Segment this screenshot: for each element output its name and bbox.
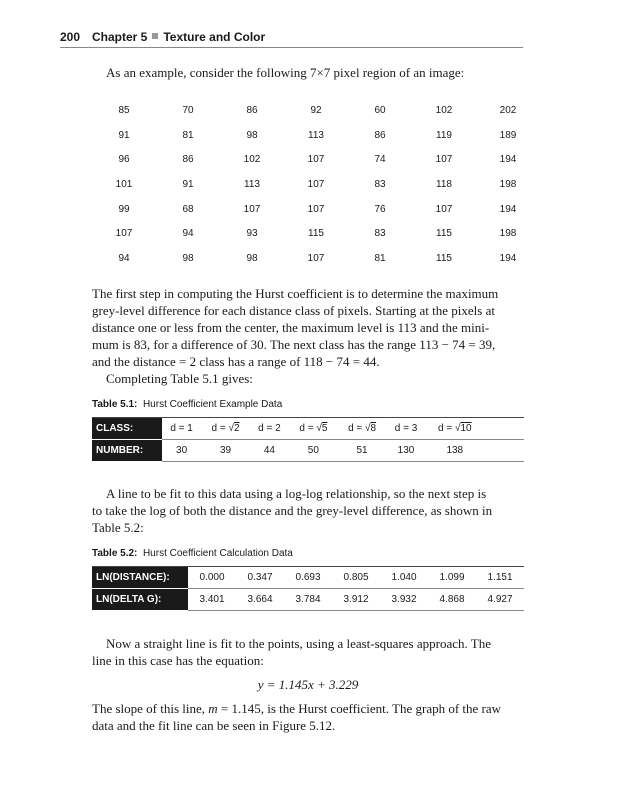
pixel-cell: 94 <box>118 252 130 264</box>
paragraph-least-squares <box>92 635 524 669</box>
intro-text: As an example, consider the following 7×7 pixel region of an image: <box>106 65 465 80</box>
number-cell: 138 <box>426 440 484 462</box>
pixel-cell: 70 <box>182 104 194 116</box>
ln-delta-g-cell: 3.912 <box>332 589 380 611</box>
pixel-cell: 198 <box>499 178 517 190</box>
pixel-cell: 83 <box>374 228 386 240</box>
slope-variable: m <box>208 701 218 716</box>
slope-suffix: = 1.145, is the Hurst coefficient. The graph of the raw <box>217 701 502 716</box>
pixel-cell: 194 <box>499 203 517 215</box>
ln-delta-g-cell: 3.401 <box>188 589 236 611</box>
ln-distance-cell: 0.347 <box>236 567 284 589</box>
pixel-cell: 60 <box>374 104 386 116</box>
ln-delta-g-cell: 4.927 <box>476 589 524 611</box>
pixel-cell: 93 <box>246 228 258 240</box>
pixel-cell: 194 <box>499 252 517 264</box>
pixel-cell: 107 <box>115 228 133 240</box>
pixel-cell: 86 <box>374 129 386 141</box>
paragraph-log-log <box>92 485 524 536</box>
pixel-cell: 85 <box>118 104 130 116</box>
number-cell: 39 <box>201 440 250 462</box>
table2-caption <box>92 548 293 559</box>
pixel-cell: 107 <box>243 203 261 215</box>
pixel-cell: 91 <box>182 178 194 190</box>
paragraph-line: line in this case has the equation: <box>92 653 264 668</box>
pixel-row <box>92 123 540 148</box>
class-cell: d = √10 <box>426 418 484 440</box>
paragraph-line: The first step in computing the Hurst coefficient is to determine the maximum <box>92 286 499 301</box>
pixel-grid <box>92 98 540 271</box>
pixel-cell: 81 <box>374 252 386 264</box>
pixel-cell: 194 <box>499 154 517 166</box>
ln-distance-cell: 1.151 <box>476 567 524 589</box>
pixel-cell: 92 <box>310 104 322 116</box>
table1-class-header: CLASS: <box>92 418 162 440</box>
pixel-cell: 198 <box>499 228 517 240</box>
paragraph-text: Now a straight line is fit to the points, using a least-squares approach. The <box>106 636 491 651</box>
paragraph-text: A line to be fit to this data using a log-log relationship, so the next step is <box>106 486 487 501</box>
ln-distance-cell: 0.693 <box>284 567 332 589</box>
class-cell: d = 2 <box>250 418 289 440</box>
section-name: Texture and Color <box>163 30 266 44</box>
ln-delta-g-cell: 3.784 <box>284 589 332 611</box>
table1-caption <box>92 399 282 410</box>
pixel-row <box>92 197 540 222</box>
fit-equation: y = 1.145x + 3.229 <box>257 677 359 692</box>
pixel-cell: 101 <box>115 178 133 190</box>
paragraph-line: to take the log of both the distance and the grey-level difference, as shown in <box>92 503 493 518</box>
table2-label: Table 5.2: <box>92 548 138 559</box>
ln-distance-cell: 0.805 <box>332 567 380 589</box>
table1-number-header: NUMBER: <box>92 440 162 462</box>
paragraph-first-step <box>92 285 524 387</box>
pixel-cell: 119 <box>436 129 452 141</box>
ln-distance-cell: 0.000 <box>188 567 236 589</box>
pixel-cell: 107 <box>307 252 325 264</box>
paragraph-line <box>92 635 524 652</box>
pixel-cell: 107 <box>435 203 453 215</box>
table1 <box>92 417 524 462</box>
pixel-cell: 107 <box>435 154 453 166</box>
pixel-cell: 115 <box>308 228 324 240</box>
ln-distance-cell: 1.099 <box>428 567 476 589</box>
ln-delta-g-cell: 3.664 <box>236 589 284 611</box>
pixel-cell: 107 <box>307 178 325 190</box>
running-header <box>60 30 523 48</box>
pixel-cell: 113 <box>244 178 260 190</box>
paragraph-line: distance one or less from the center, the maximum level is 113 and the mini- <box>92 320 490 335</box>
pixel-cell: 98 <box>246 129 258 141</box>
pixel-row <box>92 147 540 172</box>
pixel-cell: 189 <box>499 129 517 141</box>
pixel-row <box>92 172 540 197</box>
pixel-cell: 96 <box>118 154 130 166</box>
pixel-cell: 76 <box>374 203 386 215</box>
paragraph-completing <box>92 370 524 387</box>
number-cell: 44 <box>250 440 289 462</box>
class-cell: d = 1 <box>162 418 201 440</box>
paragraph-line: mum is 83, for a difference of 30. The next class has the range 113 − 74 = 39, <box>92 337 496 352</box>
pixel-cell: 118 <box>436 178 452 190</box>
number-cell: 130 <box>386 440 425 462</box>
pixel-cell: 107 <box>307 203 325 215</box>
header-bullet-icon <box>152 33 158 39</box>
paragraph-line: data and the fit line can be seen in Figure 5.12. <box>92 718 336 733</box>
pixel-row <box>92 221 540 246</box>
pixel-cell: 68 <box>182 203 194 215</box>
chapter-label <box>92 30 265 44</box>
paragraph-line: Table 5.2: <box>92 520 144 535</box>
pixel-cell: 91 <box>118 129 130 141</box>
pixel-cell: 102 <box>435 104 453 116</box>
pixel-cell: 81 <box>182 129 194 141</box>
pixel-cell: 83 <box>374 178 386 190</box>
ln-delta-g-cell: 4.868 <box>428 589 476 611</box>
pixel-cell: 115 <box>436 252 452 264</box>
table1-label: Table 5.1: <box>92 399 138 410</box>
paragraph-line: grey-level difference for each distance class of pixels. Starting at the pixels at <box>92 303 495 318</box>
slope-prefix: The slope of this line, <box>92 701 209 716</box>
pixel-cell: 94 <box>182 228 194 240</box>
class-cell: d = √2 <box>201 418 250 440</box>
pixel-cell: 86 <box>246 104 258 116</box>
table1-title: Hurst Coefficient Example Data <box>142 399 283 410</box>
paragraph-line <box>92 700 524 717</box>
chapter-name: Chapter 5 <box>92 30 148 44</box>
class-cell: d = √5 <box>289 418 338 440</box>
pixel-cell: 74 <box>374 154 386 166</box>
paragraph-line <box>92 485 524 502</box>
class-cell: d = √8 <box>338 418 387 440</box>
class-cell: d = 3 <box>386 418 425 440</box>
paragraph-line: and the distance = 2 class has a range of 118 − 74 = 44. <box>92 354 380 369</box>
number-cell: 50 <box>289 440 338 462</box>
paragraph-slope <box>92 700 524 734</box>
table2-ln-distance-header: LN(DISTANCE): <box>92 567 188 589</box>
table1-spacer-cell <box>484 440 524 462</box>
page-number: 200 <box>60 30 81 44</box>
ln-distance-cell: 1.040 <box>380 567 428 589</box>
pixel-cell: 99 <box>118 203 130 215</box>
number-cell: 30 <box>162 440 201 462</box>
pixel-cell: 98 <box>182 252 194 264</box>
pixel-cell: 98 <box>246 252 258 264</box>
table2-ln-delta-g-header: LN(DELTA G): <box>92 589 188 611</box>
completing-text: Completing Table 5.1 gives: <box>106 371 253 386</box>
pixel-cell: 202 <box>499 104 517 116</box>
ln-delta-g-cell: 3.932 <box>380 589 428 611</box>
number-cell: 51 <box>338 440 387 462</box>
table1-spacer-cell <box>484 418 524 440</box>
pixel-row <box>92 98 540 123</box>
table2 <box>92 566 524 611</box>
pixel-cell: 86 <box>182 154 194 166</box>
pixel-cell: 107 <box>307 154 325 166</box>
pixel-cell: 115 <box>436 228 452 240</box>
pixel-cell: 102 <box>243 154 261 166</box>
pixel-cell: 113 <box>308 129 324 141</box>
pixel-row <box>92 246 540 271</box>
table2-title: Hurst Coefficient Calculation Data <box>142 548 293 559</box>
